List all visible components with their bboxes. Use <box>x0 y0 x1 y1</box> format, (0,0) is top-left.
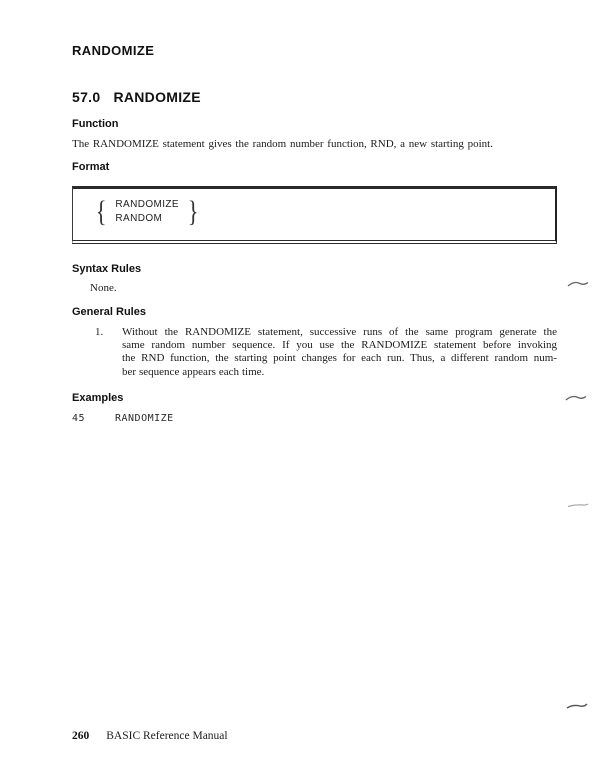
format-heading: Format <box>72 161 110 173</box>
running-head: RANDOMIZE <box>72 43 155 58</box>
left-brace: { <box>95 195 107 228</box>
section-title-text: RANDOMIZE <box>113 89 201 105</box>
footer-page-number: 260 <box>72 730 90 742</box>
function-body: The RANDOMIZE statement gives the random number function, RND, a new starting point. <box>72 138 493 150</box>
general-rules-heading: General Rules <box>72 306 146 318</box>
rule-text-line: Without the RANDOMIZE statement, successive runs of the same program generate the <box>122 326 557 338</box>
format-choices <box>112 198 182 226</box>
format-box <box>72 186 557 244</box>
function-heading: Function <box>72 118 119 130</box>
right-brace: } <box>187 195 199 228</box>
rule-number: 1. <box>95 326 104 338</box>
footer-book-title: BASIC Reference Manual <box>106 730 228 742</box>
edge-mark-icon <box>566 701 588 711</box>
format-choice-random: RANDOM <box>115 213 163 224</box>
format-choice-randomize: RANDOMIZE <box>115 199 180 210</box>
edge-mark-icon <box>567 279 589 289</box>
section-heading <box>72 90 557 104</box>
rule-text-line: the RND function, the starting point changes for each run. Thus, a different random num- <box>122 352 557 365</box>
page-footer <box>72 731 228 743</box>
syntax-rules-heading: Syntax Rules <box>72 263 142 275</box>
rule-text <box>122 326 557 379</box>
examples-heading: Examples <box>72 391 124 404</box>
edge-mark-icon <box>567 501 589 509</box>
edge-mark-icon <box>565 393 587 403</box>
code-line-number: 45 <box>72 412 86 424</box>
code-statement: RANDOMIZE <box>115 412 174 424</box>
syntax-rules-body: None. <box>90 282 117 294</box>
example-code-line <box>72 414 557 424</box>
general-rule-item <box>72 326 557 379</box>
section-number: 57.0 <box>72 89 101 105</box>
format-choice-group <box>94 197 200 227</box>
page-content <box>72 0 557 424</box>
rule-text-line: ber sequence appears each time. <box>122 365 265 378</box>
rule-text-line: same random number sequence. If you use the RANDOMIZE statement before invoking <box>122 339 557 352</box>
